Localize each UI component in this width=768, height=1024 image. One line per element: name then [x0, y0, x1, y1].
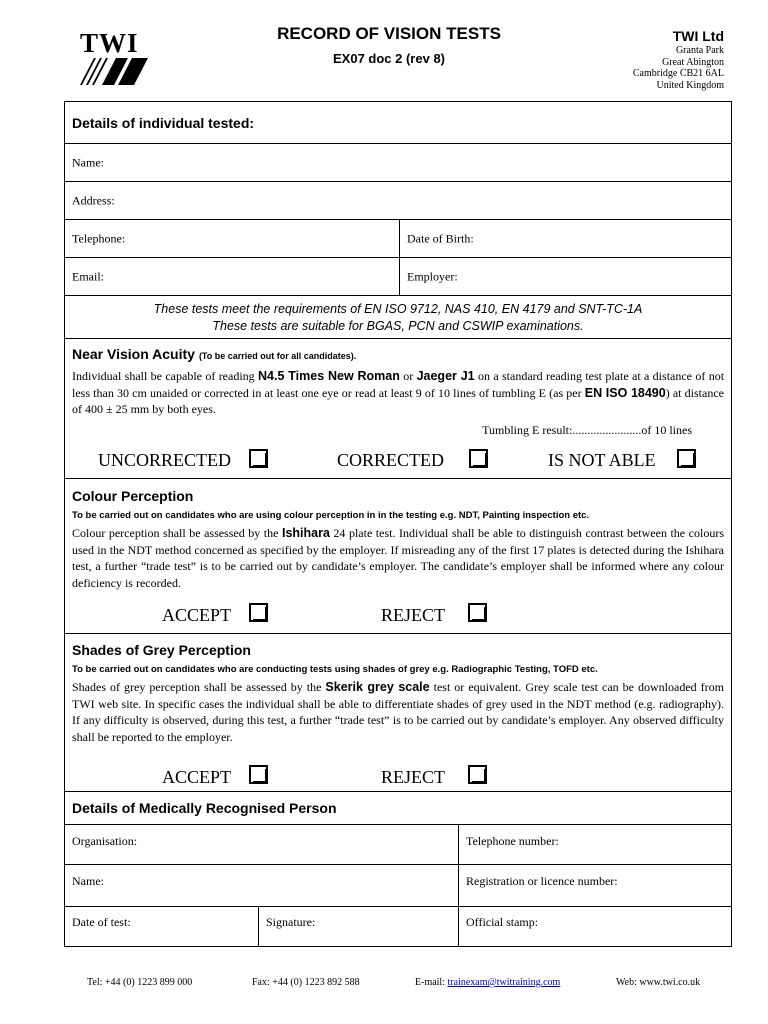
colour-perception-section	[65, 479, 731, 634]
standards-line-2: These tests are suitable for BGAS, PCN and CSWIP examinations.	[212, 319, 584, 333]
footer-email-label: E-mail:	[415, 977, 448, 988]
company-address-line: United Kingdom	[656, 79, 724, 91]
document-reference: EX07 doc 2 (rev 8)	[333, 51, 445, 66]
tumbling-e-result: Tumbling E result:.......................of 10 lines	[482, 423, 692, 437]
date-of-test-field[interactable]	[65, 907, 258, 947]
medical-telephone-field[interactable]	[458, 825, 731, 864]
section-title-near-vision: Near Vision Acuity	[72, 346, 195, 362]
grey-accept-label: ACCEPT	[162, 767, 232, 787]
name-row	[65, 144, 731, 182]
official-stamp-label: Official stamp:	[466, 915, 539, 929]
grey-accept-checkbox[interactable]	[249, 765, 268, 784]
footer-email	[415, 977, 560, 988]
name-registration-row	[65, 865, 731, 907]
date-of-birth-label: Date of Birth:	[407, 231, 474, 245]
footer-telephone: Tel: +44 (0) 1223 899 000	[87, 977, 193, 988]
colour-paragraph: Colour perception shall be assessed by the Ishihara 24 plate test. Individual shall be able to distinguish contrast between the colours used in the NDT method concerned as specified by the employer. If misreading any of the first 17 plates is detected during the Ishihara test, a further “trade test” is to be carried out by candidate’s employer. The candidate’s employer shall be informed where any colour deficiency is recorded.	[72, 526, 724, 590]
is-not-able-label: IS NOT ABLE	[548, 450, 656, 470]
grey-reject-checkbox[interactable]	[468, 765, 487, 784]
signature-field[interactable]	[258, 907, 458, 947]
section-title-grey: Shades of Grey Perception	[72, 642, 251, 658]
date-signature-stamp-row	[65, 907, 731, 947]
medical-name-field[interactable]	[65, 865, 458, 906]
section-title-individual: Details of individual tested:	[72, 114, 255, 131]
registration-label: Registration or licence number:	[466, 874, 618, 888]
date-of-test-label: Date of test:	[72, 915, 131, 929]
official-stamp-field[interactable]	[458, 907, 731, 947]
section-title-colour: Colour Perception	[72, 488, 194, 504]
company-address-line: Cambridge CB21 6AL	[632, 68, 724, 79]
registration-field[interactable]	[458, 865, 731, 906]
logo-stripes-icon	[80, 58, 150, 85]
medical-name-label: Name:	[72, 874, 104, 888]
organisation-label: Organisation:	[72, 834, 138, 848]
telephone-field[interactable]	[65, 220, 399, 257]
section-title-medical: Details of Medically Recognised Person	[72, 800, 337, 816]
is-not-able-checkbox[interactable]	[677, 449, 696, 468]
uncorrected-checkbox[interactable]	[249, 449, 268, 468]
organisation-field[interactable]	[65, 825, 458, 864]
grey-paragraph: Shades of grey perception shall be assessed by the Skerik grey scale test or equivalent. Grey scale test can be downloaded from TWI web site. In specific cases the individual shall be able to differentiate shades of grey used in the NDT method (e.g. radiography). If any difficulty is observed, during this test, a further “trade test” is to be carried out by candidate’s employer. Any observed difficulty shall be reported to the employer.	[72, 680, 724, 744]
standards-note	[65, 301, 731, 335]
uncorrected-label: UNCORRECTED	[98, 450, 232, 470]
logo-text: TWI	[80, 28, 139, 58]
medical-section-header	[65, 792, 731, 825]
grey-reject-label: REJECT	[381, 767, 446, 787]
email-label: Email:	[72, 269, 104, 283]
company-name: TWI Ltd	[672, 28, 724, 44]
footer-fax: Fax: +44 (0) 1223 892 588	[252, 977, 360, 988]
medical-telephone-label: Telephone number:	[466, 834, 559, 848]
twi-logo	[80, 30, 152, 85]
corrected-label: CORRECTED	[337, 450, 445, 470]
organisation-telephone-row	[65, 825, 731, 865]
employer-field[interactable]	[399, 258, 731, 295]
date-of-birth-field[interactable]	[399, 220, 731, 257]
corrected-checkbox[interactable]	[469, 449, 488, 468]
footer-web: Web: www.twi.co.uk	[616, 977, 701, 988]
vision-test-form	[64, 101, 732, 947]
document-title: RECORD OF VISION TESTS	[277, 24, 501, 43]
company-address-line: Great Abington	[662, 56, 724, 68]
address-field[interactable]	[65, 182, 731, 219]
grey-note: To be carried out on candidates who are conducting tests using shades of grey e.g. Radiographic Testing, TOFD etc.	[72, 664, 598, 675]
individual-section-header	[65, 102, 731, 144]
telephone-label: Telephone:	[72, 231, 126, 245]
near-vision-heading	[72, 346, 724, 364]
standards-row	[65, 296, 731, 339]
colour-accept-checkbox[interactable]	[249, 603, 268, 622]
name-field[interactable]	[65, 144, 731, 181]
standards-line-1: These tests meet the requirements of EN ISO 9712, NAS 410, EN 4179 and SNT-TC-1A	[153, 302, 643, 316]
footer-email-link[interactable]: trainexam@twitraining.com	[447, 977, 561, 988]
signature-label: Signature:	[266, 915, 316, 929]
colour-reject-label: REJECT	[381, 605, 446, 625]
grey-perception-section	[65, 634, 731, 792]
near-vision-note: (To be carried out for all candidates).	[198, 351, 357, 361]
telephone-dob-row	[65, 220, 731, 258]
email-field[interactable]	[65, 258, 399, 295]
company-block	[633, 28, 724, 91]
company-address-line: Granta Park	[675, 45, 724, 56]
name-label: Name:	[72, 155, 104, 169]
colour-accept-label: ACCEPT	[162, 605, 232, 625]
address-label: Address:	[72, 193, 115, 207]
near-vision-section	[65, 339, 731, 479]
colour-note: To be carried out on candidates who are using colour perception in in the testing e.g. NDT, Painting inspection etc.	[72, 510, 590, 521]
address-row	[65, 182, 731, 220]
employer-label: Employer:	[407, 269, 458, 283]
colour-reject-checkbox[interactable]	[468, 603, 487, 622]
near-vision-paragraph: Individual shall be capable of reading N4.5 Times New Roman or Jaeger J1 on a standard reading test plate at a distance of not less than 30 cm unaided or corrected in at least one eye or read at least 9 of 10 lines of tumbling E (as per EN ISO 18490) at distance of 400 ± 25 mm by both eyes.	[72, 369, 725, 416]
email-employer-row	[65, 258, 731, 296]
